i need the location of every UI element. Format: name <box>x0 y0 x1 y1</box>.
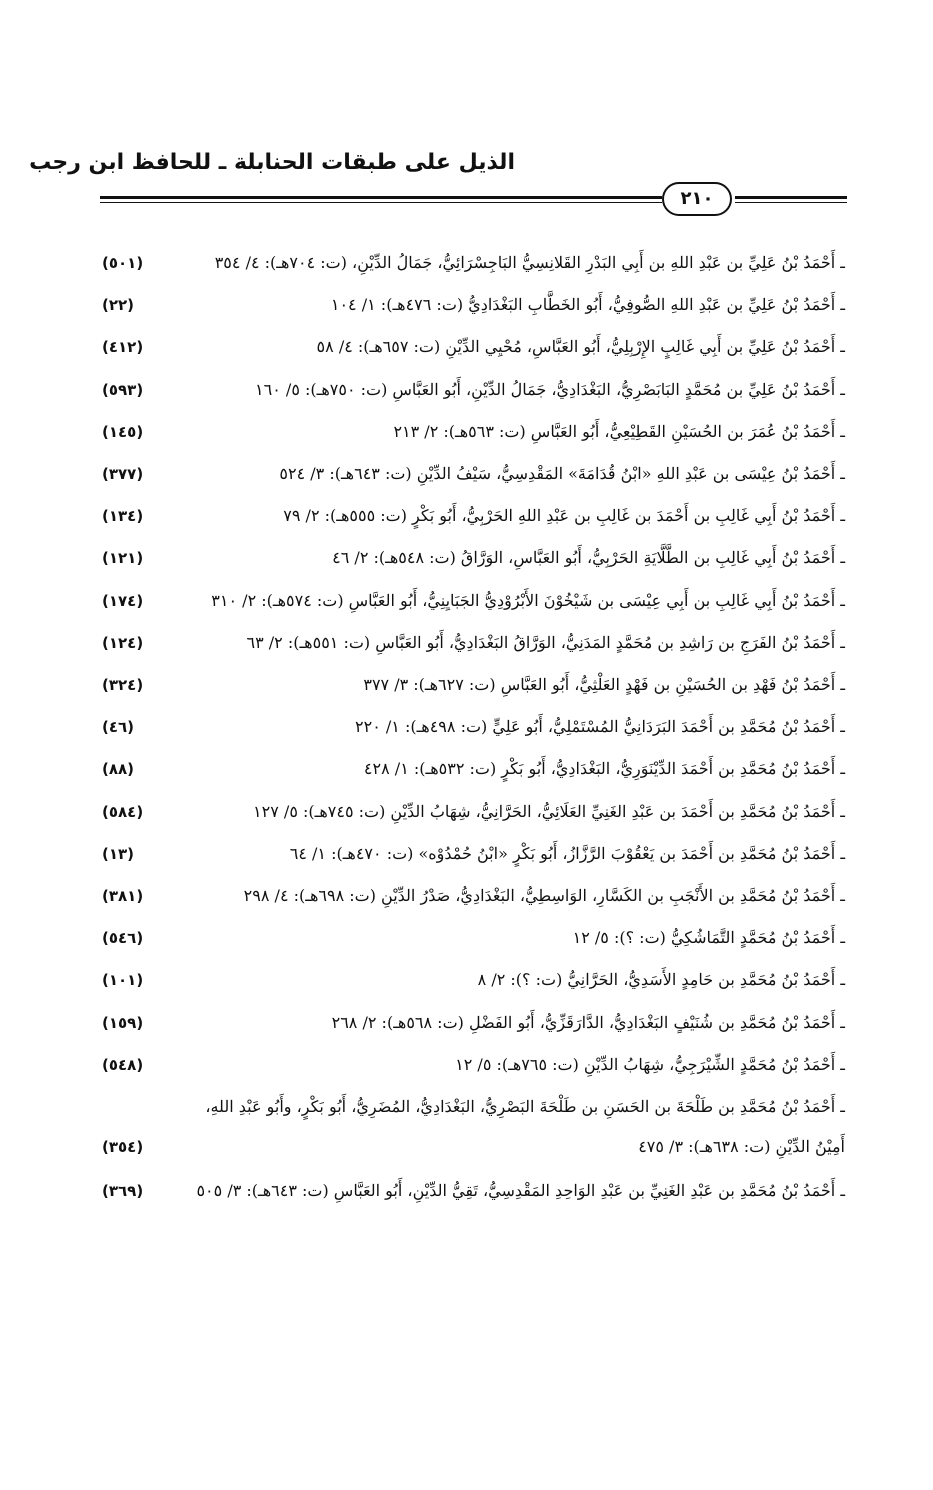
index-entry <box>100 1087 845 1167</box>
entry-text: ـ أَحْمَدُ بْنُ مُحَمَّدِ بن حَامِدٍ الأَسَدِيُّ، الحَرَّانِيُّ (ت: ؟): ٢/ ٨ <box>477 970 845 989</box>
entry-number: (١٣) <box>102 845 135 863</box>
entry-text: ـ أَحْمَدُ بْنُ عَلِيِّ بن عَبْدِ اللهِ بن أَبِي البَدْرِ القَلانِسِيُّ البَاجِسْرَائِيُّ، جَمَالُ الدِّيْنِ، (ت: ٧٠٤هـ): ٤/ ٣٥٤ <box>214 253 845 272</box>
index-entry <box>100 1045 845 1085</box>
entry-number: (٥٤٨) <box>102 1056 144 1074</box>
entry-number: (٣٨١) <box>102 887 144 905</box>
entry-number: (١٧٤) <box>102 592 144 610</box>
index-entry <box>100 538 845 578</box>
entry-text: ـ أَحْمَدُ بْنُ مُحَمَّدِ بن أَحْمَدَ البَرَدَانِيُّ المُسْتَمْلِيُّ، أَبُو عَلِيٍّ (ت: ٤٩٨هـ): ١/ ٢٢٠ <box>355 717 845 736</box>
entry-text: ـ أَحْمَدُ بْنُ مُحَمَّدِ بن أَحْمَدَ بن عَبْدِ الغَنِيِّ العَلَائِيُّ، الحَرَّانِيُّ، شِهَابُ الدِّيْنِ (ت: ٧٤٥هـ): ٥/ ١٢٧ <box>253 802 845 821</box>
entry-number: (٣٦٩) <box>102 1182 144 1200</box>
entry-text: ـ أَحْمَدُ بْنُ مُحَمَّدِ بن عَبْدِ الغَنِيِّ بن عَبْدِ الوَاحِدِ المَقْدِسِيُّ، تَقِيُّ الدِّيْنِ، أَبُو العَبَّاسِ (ت: ٦٤٣هـ): ٣/ ٥٠٥ <box>196 1181 845 1200</box>
entry-number: (٨٨) <box>102 760 135 778</box>
index-entry <box>100 1003 845 1043</box>
entry-continuation: أَمِيْنُ الدِّيْنِ (ت: ٦٣٨هـ): ٣/ ٤٧٥ <box>638 1137 845 1156</box>
entry-text: ـ أَحْمَدُ بْنُ فَهْدِ بن الحُسَيْنِ بن فَهْدٍ العَلْثِيُّ، أَبُو العَبَّاسِ (ت: ٦٢٧هـ): ٣/ ٣٧٧ <box>363 675 845 694</box>
entry-number: (٣٢٤) <box>102 676 144 694</box>
running-title: الذيل على طبقات الحنابلة ـ للحافظ ابن رجب <box>29 150 515 175</box>
index-entry <box>100 327 845 367</box>
header-rule-thick-left <box>100 196 662 199</box>
index-entry <box>100 665 845 705</box>
entry-number: (٣٥٤) <box>102 1138 144 1156</box>
entry-number: (٥٩٣) <box>102 381 144 399</box>
index-entry <box>100 1171 845 1211</box>
entry-text: ـ أَحْمَدُ بْنُ مُحَمَّدِ بن أَحْمَدَ الدِّيْنَوَرِيُّ، البَغْدَادِيُّ، أَبُو بَكْرٍ (ت: ٥٣٢هـ): ١/ ٤٢٨ <box>363 759 845 778</box>
entry-text: ـ أَحْمَدُ بْنُ مُحَمَّدِ بن أَحْمَدَ بن يَعْقُوْبَ الرَّزَّازُ، أَبُو بَكْرٍ «ابْنُ حُمْدُوْه» (ت: ٤٧٠هـ): ١/ ٦٤ <box>289 844 845 863</box>
entry-number: (٤١٢) <box>102 338 144 356</box>
entry-text: ـ أَحْمَدُ بْنُ أَبِي غَالِبِ بن أَبِي عِيْسَى بن شَيْخُوْنَ الأَبْرُوْدِيُّ الجَبَايِنِيُّ، أَبُو العَبَّاسِ (ت: ٥٧٤هـ): ٢/ ٣١٠ <box>211 591 845 610</box>
index-entry <box>100 876 845 916</box>
entry-text: ـ أَحْمَدُ بْنُ أَبِي غَالِبِ بن أَحْمَدَ بن غَالِبِ بن عَبْدِ اللهِ الحَرْبِيُّ، أَبُو بَكْرٍ (ت: ٥٥٥هـ): ٢/ ٧٩ <box>283 506 845 525</box>
entry-text: ـ أَحْمَدُ بْنُ عُمَرَ بن الحُسَيْنِ القَطِيْعِيُّ، أَبُو العَبَّاسِ (ت: ٥٦٣هـ): ٢/ ٢١٣ <box>393 422 845 441</box>
index-entry <box>100 960 845 1000</box>
entry-text: ـ أَحْمَدُ بْنُ مُحَمَّدِ بن شُنَيْفٍ البَغْدَادِيُّ، الدَّارَقَزِّيُّ، أَبُو الفَضْلِ (ت: ٥٦٨هـ): ٢/ ٢٦٨ <box>331 1013 845 1032</box>
index-entry <box>100 412 845 452</box>
index-entry <box>100 370 845 410</box>
entry-text: ـ أَحْمَدُ بْنُ أَبِي غَالِبِ بن الطَّلَّايَةِ الحَرْبِيُّ، أَبُو العَبَّاسِ، الوَرَّاقُ (ت: ٥٤٨هـ): ٢/ ٤٦ <box>332 548 845 567</box>
index-entry <box>100 834 845 874</box>
entry-text: ـ أَحْمَدُ بْنُ الفَرَجِ بن رَاشِدِ بن مُحَمَّدٍ المَدَنِيُّ، الوَرَّاقُ البَغْدَادِيُّ، أَبُو العَبَّاسِ (ت: ٥٥١هـ): ٢/ ٦٣ <box>246 633 845 652</box>
index-entry <box>100 243 845 283</box>
entry-text: ـ أَحْمَدُ بْنُ مُحَمَّدِ بن الأَنْجَبِ بن الكَسَّارِ، الوَاسِطِيُّ، البَغْدَادِيُّ، صَدْرُ الدِّيْنِ (ت: ٦٩٨هـ): ٤/ ٢٩٨ <box>243 886 845 905</box>
page-number-badge: ٢١٠ <box>662 182 732 216</box>
entry-number: (٣٧٧) <box>102 465 144 483</box>
entry-number: (١٣٤) <box>102 507 144 525</box>
index-entry <box>100 285 845 325</box>
entry-text: ـ أَحْمَدُ بْنُ عِيْسَى بن عَبْدِ اللهِ «ابْنُ قُدَامَةَ» المَقْدِسِيُّ، سَيْفُ الدِّيْنِ (ت: ٦٤٣هـ): ٣/ ٥٢٤ <box>279 464 845 483</box>
entry-text: ـ أَحْمَدُ بْنُ مُحَمَّدِ بن طَلْحَةَ بن الحَسَنِ بن طَلْحَةَ البَصْرِيُّ، البَغْدَادِيُّ، المُضَرِيُّ، أَبُو بَكْرٍ، وأَبُو عَبْدِ اللهِ، <box>205 1097 845 1116</box>
index-entry <box>100 581 845 621</box>
entry-text: ـ أَحْمَدُ بْنُ عَلِيِّ بن أَبِي غَالِبٍ الإِرْبِلِيُّ، أَبُو العَبَّاسِ، مُحْيِي الدِّيْنِ (ت: ٦٥٧هـ): ٤/ ٥٨ <box>316 337 845 356</box>
entry-number: (١٤٥) <box>102 423 144 441</box>
entry-number: (٥٨٤) <box>102 803 144 821</box>
entry-number: (٢٢) <box>102 296 135 314</box>
header-rule-thin-left <box>100 202 662 203</box>
entry-text: ـ أَحْمَدُ بْنُ مُحَمَّدٍ الشِّيْرَجِيُّ، شِهَابُ الدِّيْنِ (ت: ٧٦٥هـ): ٥/ ١٢ <box>455 1055 845 1074</box>
entry-number: (١٠١) <box>102 971 144 989</box>
index-entry <box>100 918 845 958</box>
entry-number: (٥٠١) <box>102 254 144 272</box>
index-entry <box>100 707 845 747</box>
index-entry <box>100 623 845 663</box>
index-entry <box>100 454 845 494</box>
header-rule-thin-right <box>735 202 847 203</box>
entry-number: (١٢٤) <box>102 634 144 652</box>
entry-number: (٥٤٦) <box>102 929 144 947</box>
entry-text: ـ أَحْمَدُ بْنُ عَلِيِّ بن مُحَمَّدٍ البَابَصْرِيُّ، البَغْدَادِيُّ، جَمَالُ الدِّيْنِ، أَبُو العَبَّاسِ (ت: ٧٥٠هـ): ٥/ ١٦٠ <box>255 380 845 399</box>
entry-number: (٤٦) <box>102 718 135 736</box>
index-entry <box>100 749 845 789</box>
entry-number: (١٥٩) <box>102 1014 144 1032</box>
entry-text: ـ أَحْمَدُ بْنُ مُحَمَّدٍ التَّمَاشُكِيُّ (ت: ؟): ٥/ ١٢ <box>572 928 845 947</box>
index-entry <box>100 496 845 536</box>
entry-number: (١٢١) <box>102 549 144 567</box>
index-entry <box>100 792 845 832</box>
entry-text: ـ أَحْمَدُ بْنُ عَلِيِّ بن عَبْدِ اللهِ الصُّوفِيُّ، أَبُو الخَطَّابِ البَغْدَادِيُّ (ت: ٤٧٦هـ): ١/ ١٠٤ <box>330 295 845 314</box>
header-rule-thick-right <box>735 196 847 199</box>
